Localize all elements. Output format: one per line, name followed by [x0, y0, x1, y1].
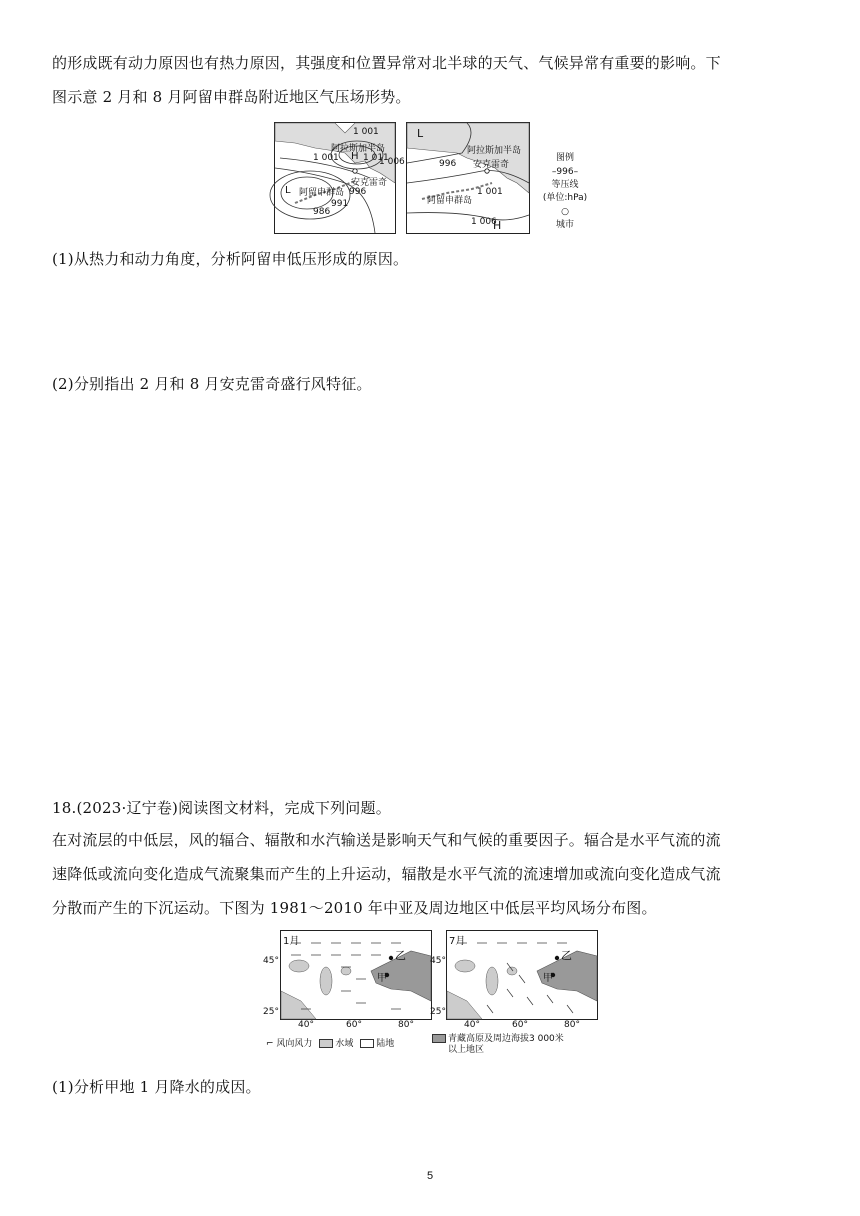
latitude-label: 25°: [263, 1007, 279, 1017]
july-map-drawing: [447, 931, 597, 1019]
question-part: (2)分别指出 2 月和 8 月安克雷奇盛行风特征。: [52, 375, 372, 393]
city-label: 安克雷奇: [473, 160, 510, 170]
latitude-label: 45°: [263, 956, 279, 966]
city-symbol-icon: ○: [561, 207, 569, 217]
month-label: 7月: [449, 936, 466, 947]
isobar-label: 986: [313, 207, 331, 217]
longitude-label: 80°: [398, 1020, 414, 1030]
land-swatch-icon: [360, 1039, 374, 1048]
legend-title: 图例: [555, 153, 574, 163]
question-part: (1)从热力和动力角度，分析阿留申低压形成的原因。: [52, 250, 409, 268]
legend-city-label: 城市: [555, 220, 574, 230]
legend-plateau-line1: 青藏高原及周边海拔3 000米: [448, 1034, 564, 1044]
plateau-legend: [432, 1034, 564, 1056]
isobar-label: 1 006: [379, 157, 405, 167]
point-label: 甲: [377, 973, 387, 984]
february-pressure-map: [274, 122, 405, 234]
legend-land-label: 陆地: [376, 1039, 395, 1049]
august-pressure-map: [406, 122, 530, 234]
place-label: 阿拉斯加半岛: [467, 146, 522, 156]
wind-map-legend: [266, 1036, 394, 1049]
longitude-label: 40°: [298, 1020, 314, 1030]
high-pressure-marker: H: [493, 219, 502, 232]
paragraph-line: 在对流层的中低层，风的辐合、辐散和水汽输送是影响天气和气候的重要因子。辐合是水平气流的流: [52, 831, 721, 849]
paragraph-line: 分散而产生的下沉运动。下图为 1981～2010 年中亚及周边地区中低层平均风场分布图。: [52, 899, 657, 917]
legend-isobar-sample: –996–: [551, 167, 579, 177]
isobar-label: 996: [439, 159, 457, 169]
question-header: 18.(2023·辽宁卷)阅读图文材料，完成下列问题。: [52, 799, 391, 817]
page-number: 5: [426, 1170, 434, 1182]
isobar-label: 1 001: [353, 127, 379, 137]
pressure-map-figure: [272, 120, 592, 236]
place-label: 阿留申群岛: [299, 188, 345, 198]
point-label: 乙: [395, 949, 406, 962]
isobar-label: 1 011: [363, 153, 389, 163]
isobar-label: 1 001: [313, 153, 339, 163]
longitude-label: 80°: [564, 1020, 580, 1030]
question-part: (1)分析甲地 1 月降水的成因。: [52, 1078, 261, 1096]
july-wind-map: [446, 930, 598, 1020]
longitude-label: 60°: [346, 1020, 362, 1030]
isobar-label: 1 006: [471, 217, 497, 227]
legend-plateau-line2: 以上地区: [448, 1045, 485, 1055]
january-wind-map: [280, 930, 432, 1020]
legend-water-label: 水域: [335, 1039, 354, 1049]
legend-unit: (单位:hPa): [542, 193, 588, 203]
paragraph-line: 速降低或流向变化造成气流聚集而产生的上升运动，辐散是水平气流的流速增加或流向变化造成气流: [52, 865, 721, 883]
latitude-label: 45°: [430, 956, 446, 966]
high-pressure-marker: H: [351, 151, 359, 162]
isobar-label: 991: [331, 199, 349, 209]
isobar-label: 996: [349, 187, 367, 197]
low-pressure-marker: L: [285, 185, 291, 196]
paragraph-line: 的形成既有动力原因也有热力原因，其强度和位置异常对北半球的天气、气候异常有重要的影响。下: [52, 54, 721, 72]
month-label: 1月: [283, 936, 300, 947]
paragraph-line: 图示意 2 月和 8 月阿留申群岛附近地区气压场形势。: [52, 88, 411, 106]
place-label: 阿留申群岛: [427, 196, 473, 206]
plateau-swatch-icon: [432, 1034, 446, 1043]
january-map-drawing: [281, 931, 431, 1019]
legend-isobar-value: 996: [556, 167, 574, 177]
legend-wind-label: 风向风力: [276, 1039, 313, 1049]
wind-barb-icon: ⌐: [266, 1039, 274, 1049]
august-map-drawing: [407, 123, 529, 233]
isobar-label: 1 001: [477, 187, 503, 197]
place-label: 阿拉斯加半岛: [331, 144, 386, 154]
longitude-label: 60°: [512, 1020, 528, 1030]
latitude-label: 25°: [430, 1007, 446, 1017]
longitude-label: 40°: [464, 1020, 480, 1030]
point-label: 乙: [561, 949, 572, 962]
legend-isobar-label: 等压线: [551, 180, 579, 190]
map-legend: [538, 150, 592, 230]
city-label: 安克雷奇: [351, 178, 388, 188]
wind-field-figure: [260, 928, 600, 1068]
low-pressure-marker: L: [417, 127, 424, 140]
water-swatch-icon: [319, 1039, 333, 1048]
point-label: 甲: [543, 973, 553, 984]
